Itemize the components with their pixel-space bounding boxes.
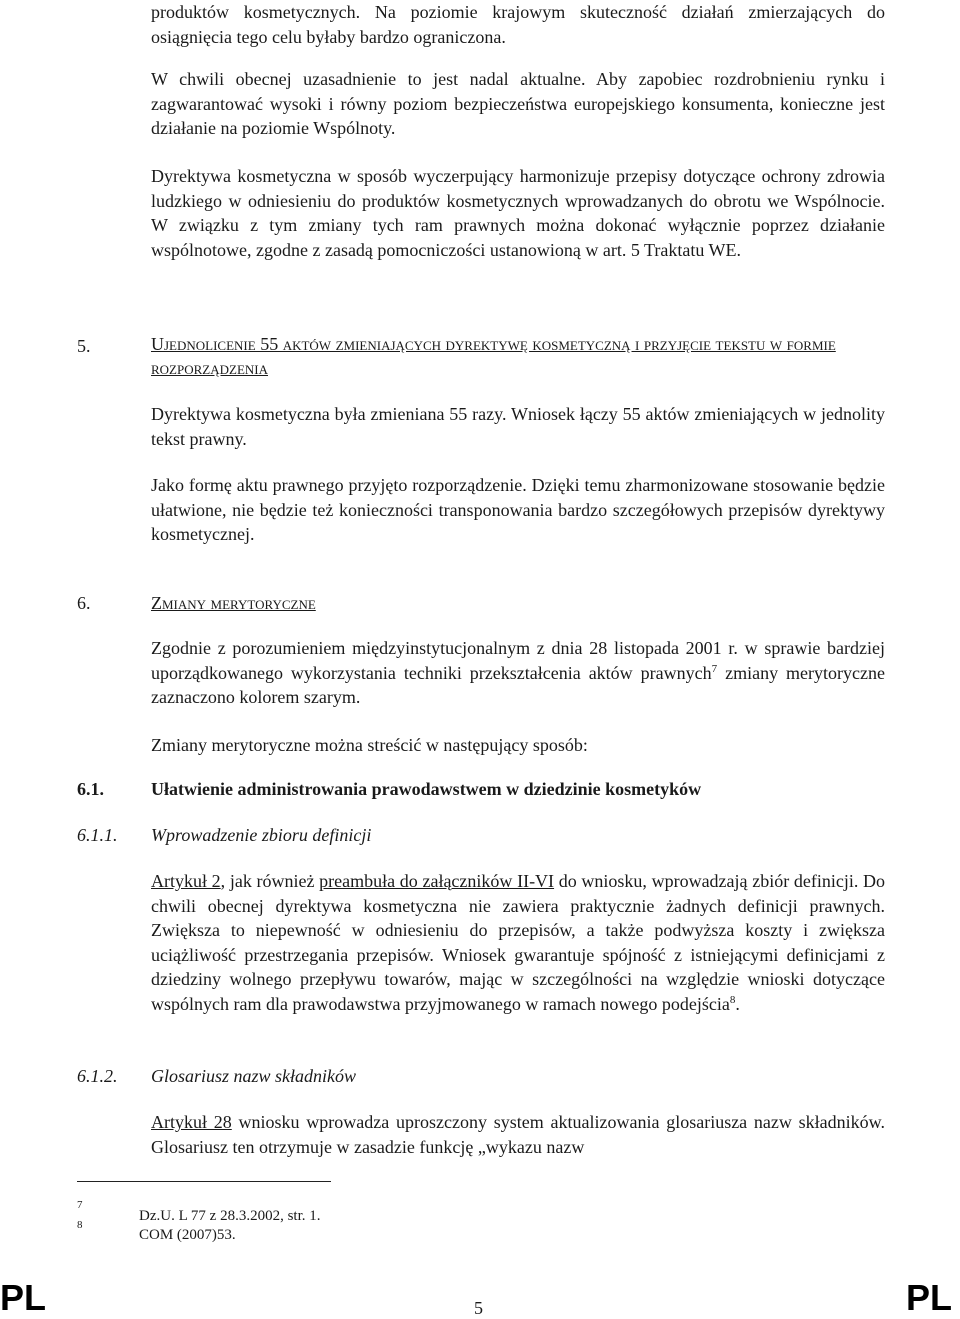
footnote-7-text: Dz.U. L 77 z 28.3.2002, str. 1. (139, 1208, 321, 1224)
footnote-8-text: COM (2007)53. (139, 1227, 236, 1243)
section-6-1-2-text-1: wniosku wprowadza uproszczony system aktualizowania glosariusza nazw składników. Glosariusz ten otrzymuje w zasadzie funkcję „wykazu nazw (151, 1112, 885, 1157)
section-6-1-number: 6.1. (77, 779, 104, 799)
footnote-separator (77, 1181, 331, 1182)
section-6-1-1-text-3: . (735, 993, 740, 1014)
paragraph-top-2: W chwili obecnej uzasadnienie to jest nadal aktualne. Aby zapobiec rozdrobnieniu rynku i zagwarantować wysoki i równy poziom bezpieczeństwa europejskiego konsumenta, konieczne jest działanie na poziomie Wspólnoty. (151, 69, 885, 138)
footnote-ref-8[interactable]: 8 (729, 993, 736, 1006)
section-5-title (151, 332, 891, 380)
section-6-title (151, 591, 891, 615)
section-6-paragraph-2: Zmiany merytoryczne można streścić w następujący sposób: (151, 735, 588, 755)
footnote-8-number: 8 (77, 1219, 83, 1231)
paragraph-top-3: Dyrektywa kosmetyczna w sposób wyczerpujący harmonizuje przepisy dotyczące ochrony zdrowia ludzkiego w odniesieniu do produktów kosmetycznych wprowadzanych do obrotu we Wspólnocie. W związku z tym zmiany tych ram prawnych można dokonać wyłącznie poprzez działanie wspólnotowe, zgodne z zasadą pomocniczości ustanowioną w art. 5 Traktatu WE. (151, 166, 885, 260)
page-number: 5 (474, 1298, 483, 1318)
article-2-link[interactable]: Artykuł 2 (151, 871, 221, 891)
footnote-ref-7[interactable]: 7 (711, 662, 718, 675)
section-5-title-text: Ujednolicenie 55 aktów zmieniających dyrektywę kosmetyczną i przyjęcie tekstu w formie rozporządzenia (151, 334, 836, 378)
section-6-paragraph-1-text-b: zmiany merytoryczne zaznaczono kolorem szarym. (151, 662, 885, 707)
article-28-link[interactable]: Artykuł 28 (151, 1112, 232, 1132)
annex-preamble-link[interactable]: preambuła do załączników II-VI (319, 871, 555, 891)
section-6-1-2-title: Glosariusz nazw składników (151, 1066, 357, 1086)
section-6-paragraph-1-text-a: Zgodnie z porozumieniem międzyinstytucjonalnym z dnia 28 listopada 2001 r. w sprawie bardziej uporządkowanego wykorzystania techniki przekształcenia aktów prawnych (151, 638, 885, 683)
section-6-1-1-text-1: , jak również (220, 871, 320, 891)
section-6-1-1-text-2: do wniosku, wprowadzają zbiór definicji. Do chwili obecnej dyrektywa kosmetyczna nie zawiera praktycznie żadnych definicji prawnych. Zwiększa to niepewność w odniesieniu do przepisów, a także podwyższa koszty i zwiększa uciążliwość przestrzegania przepisów. Wniosek gwarantuje spójność z istniejącymi definicjami z dziedziny wolnego przepływu towarów, mając w szczególności na względzie wnioski dotyczące wspólnych ram dla prawodawstwa przyjmowanego w ramach nowego podejścia (151, 871, 886, 1014)
section-6-paragraph-1 (151, 636, 885, 710)
section-5-number: 5. (77, 336, 91, 356)
section-5-paragraph-1: Dyrektywa kosmetyczna była zmieniana 55 razy. Wniosek łączy 55 aktów zmieniających w jednolity tekst prawny. (151, 404, 885, 449)
section-6-1-1-title: Wprowadzenie zbioru definicji (151, 825, 372, 845)
footer-language-right: PL (906, 1277, 953, 1318)
section-6-1-title: Ułatwienie administrowania prawodawstwem w dziedzinie kosmetyków (151, 779, 702, 799)
section-5-paragraph-2: Jako formę aktu prawnego przyjęto rozporządzenie. Dzięki temu zharmonizowane stosowanie będzie ułatwione, nie będzie też konieczności transponowania bardzo szczegółowych przepisów dyrektywy kosmetycznej. (151, 475, 885, 544)
footnote-7-number: 7 (77, 1199, 83, 1211)
section-6-1-2-number: 6.1.2. (77, 1066, 118, 1086)
section-6-1-1-number: 6.1.1. (77, 825, 118, 845)
section-6-title-text: Zmiany merytoryczne (151, 593, 316, 613)
footer-language-left: PL (0, 1277, 47, 1318)
section-6-number: 6. (77, 593, 91, 613)
paragraph-top-1: produktów kosmetycznych. Na poziomie krajowym skuteczność działań zmierzających do osiągnięcia tego celu byłaby bardzo ograniczona. (151, 2, 885, 47)
section-6-1-1-paragraph (151, 869, 885, 1016)
section-6-1-2-paragraph (151, 1110, 885, 1159)
